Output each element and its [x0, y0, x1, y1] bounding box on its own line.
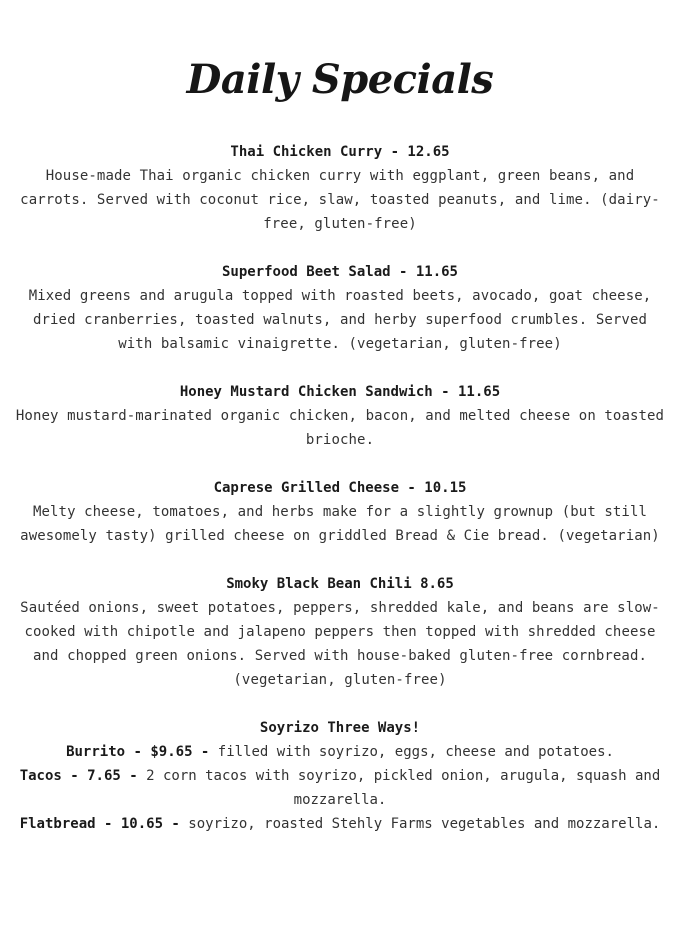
way-label: Tacos - 7.65 - — [19, 768, 138, 784]
special-heading: Thai Chicken Curry - 12.65 — [230, 144, 450, 160]
way-description: filled with soyrizo, eggs, cheese and potatoes. — [209, 744, 614, 760]
special-heading: Soyrizo Three Ways! — [259, 720, 421, 736]
special-heading: Honey Mustard Chicken Sandwich - 11.65 — [179, 384, 501, 400]
special-description: House-made Thai organic chicken curry with eggplant, green beans, and carrots. Served with coconut rice, slaw, toasted peanuts, and lime. (dairy-free, gluten-free) — [20, 168, 660, 232]
special-heading: Caprese Grilled Cheese - 10.15 — [213, 480, 467, 496]
special-item-superfood-beet-salad — [14, 260, 666, 356]
page-title: Daily Specials — [186, 56, 494, 103]
special-item-thai-chicken-curry — [14, 140, 666, 236]
soyrizo-way-flatbread — [14, 812, 666, 836]
special-item-caprese-grilled-cheese — [14, 476, 666, 548]
special-item-soyrizo-three-ways — [14, 716, 666, 836]
special-heading: Smoky Black Bean Chili 8.65 — [226, 576, 454, 592]
soyrizo-way-tacos — [14, 764, 666, 812]
special-description: Melty cheese, tomatoes, and herbs make for a slightly grownup (but still awesomely tasty) grilled cheese on griddled Bread & Cie bread. (vegetarian) — [20, 504, 660, 544]
special-heading: Superfood Beet Salad - 11.65 — [221, 264, 458, 280]
special-item-smoky-black-bean-chili — [14, 572, 666, 692]
way-description: soyrizo, roasted Stehly Farms vegetables and mozzarella. — [179, 816, 661, 832]
way-description: 2 corn tacos with soyrizo, pickled onion, arugula, squash and mozzarella. — [137, 768, 661, 808]
way-label: Burrito - $9.65 - — [66, 744, 210, 760]
way-label: Flatbread - 10.65 - — [19, 816, 180, 832]
special-description: Sautéed onions, sweet potatoes, peppers, shredded kale, and beans are slow-cooked with chipotle and jalapeno peppers then topped with shredded cheese and chopped green onions. Served with house-baked gluten-free cornbread. (vegetarian, gluten-free) — [20, 600, 660, 688]
special-item-honey-mustard-chicken-sandwich — [14, 380, 666, 452]
special-description: Mixed greens and arugula topped with roasted beets, avocado, goat cheese, dried cranberries, toasted walnuts, and herby superfood crumbles. Served with balsamic vinaigrette. (vegetarian, gluten-free) — [28, 288, 652, 352]
soyrizo-way-burrito — [14, 740, 666, 764]
special-description: Honey mustard-marinated organic chicken, bacon, and melted cheese on toasted brioche. — [15, 408, 665, 448]
